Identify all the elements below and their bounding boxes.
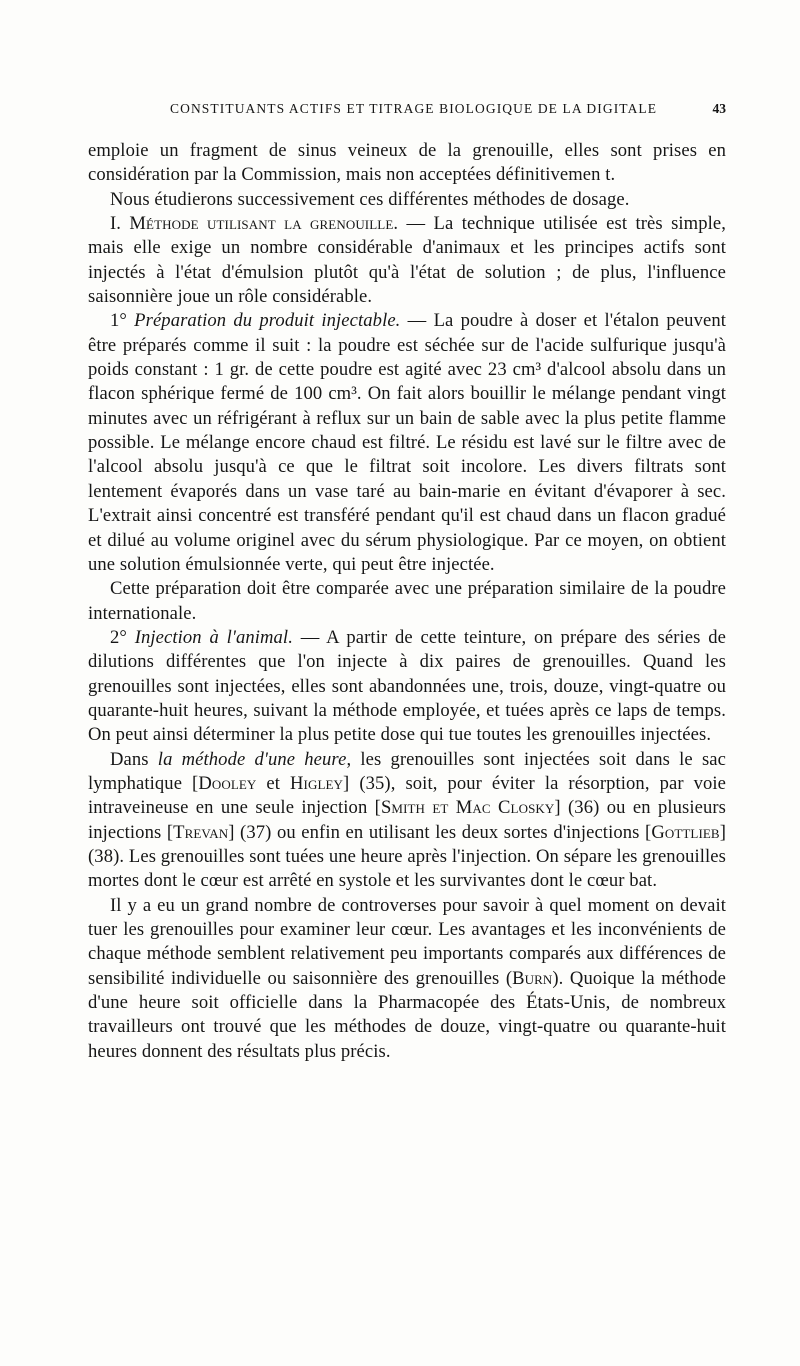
paragraph-3: [88, 212, 726, 309]
text-run: ). Quoique la méthode d'une heure soit officielle dans la Pharmacopée des États-Unis, de nombreux travailleurs ont trouvé que les méthodes de douze, vingt-quatre ou quarante-huit heures donnent des résultats plus précis.: [88, 967, 726, 1062]
subsection-heading: Préparation du produit injectable.: [134, 310, 401, 332]
paragraph-2-text: Nous étudierons successivement ces différentes méthodes de dosage.: [110, 188, 630, 210]
running-header: [170, 101, 726, 117]
author-name: Smith et Mac Closky: [380, 797, 555, 819]
paragraph-8: [88, 894, 726, 1064]
author-name: Higley: [290, 772, 344, 794]
text-run: , les grenouilles sont injectées soit dans le sac lymphatique [: [88, 748, 726, 794]
subsection-number: 1°: [110, 310, 135, 332]
text-run: ] (38). Les grenouilles sont tuées une heure après l'injection. On sépare les grenouilles mortes dont le cœur est arrêté en systole et les survivantes dont le cœur bat.: [88, 821, 726, 892]
paragraph-5: [88, 577, 726, 626]
author-name: Dooley: [198, 772, 257, 794]
section-heading: Méthode utilisant la grenouille.: [129, 213, 399, 235]
author-name: Trevan: [173, 821, 229, 843]
text-run: ] (37) ou enfin en utilisant les deux sortes d'injections [: [228, 821, 652, 843]
section-number: I.: [110, 213, 130, 235]
text-run: Il y a eu un grand nombre de controverses pour savoir à quel moment on devait tuer les grenouilles pour examiner leur cœur. Les avantages et les inconvénients de chaque méthode semblent relativement peu importants comparés aux différences de sensibilité individuelle ou saisonnière des grenouilles (: [88, 894, 726, 989]
text-run: et: [256, 772, 291, 794]
italic-term: la méthode d'une heure: [157, 748, 347, 770]
text-run: Dans: [110, 748, 158, 770]
author-name: Gottlieb: [651, 821, 720, 843]
paragraph-7: [88, 748, 726, 894]
paragraph-2: [88, 188, 726, 212]
page-body: [88, 139, 726, 1064]
paragraph-4: [88, 309, 726, 577]
paragraph-1: [88, 139, 726, 188]
text-run: ] (35), soit, pour éviter la résorption, par voie intraveineuse en une seule injection [: [88, 772, 727, 819]
paragraph-6-text: — A partir de cette teinture, on prépare des séries de dilutions différentes que l'on injecte à dix paires de grenouilles. Quand les grenouilles sont injectées, elles sont abandonnées une, trois, douze, vingt-quatre ou quarante-huit heures, suivant la méthode employée, et tuées après ce laps de temps. On peut ainsi déterminer la plus petite dose qui tue toutes les grenouilles injectées.: [88, 626, 726, 746]
paragraph-3-text: — La technique utilisée est très simple, mais elle exige un nombre considérable d'animaux et les principes actifs sont injectés à l'état d'émulsion plutôt qu'à l'état de solution ; de plus, l'influence saisonnière joue un rôle considérable.: [88, 213, 727, 308]
subsection-heading: Injection à l'animal.: [134, 626, 293, 648]
running-title: CONSTITUANTS ACTIFS ET TITRAGE BIOLOGIQUE DE LA DIGITALE: [170, 101, 658, 116]
paragraph-4-text: — La poudre à doser et l'étalon peuvent être préparés comme il suit : la poudre est séchée sur de l'acide sulfurique jusqu'à poids constant : 1 gr. de cette poudre est agité avec 23 cm³ d'alcool absolu dans un flacon sphérique fermé de 100 cm³. On fait alors bouillir le mélange pendant vingt minutes avec un réfrigérant à reflux sur un bain de sable avec la plus petite flamme possible. Le mélange encore chaud est filtré. Le résidu est lavé sur le filtre avec de l'alcool absolu jusqu'à ce que le filtrat soit incolore. Les divers filtrats sont lentement évaporés dans un vase taré au bain-marie en évitant d'évaporer à sec. L'extrait ainsi concentré est transféré pendant qu'il est chaud dans un flacon gradué et dilué au volume originel avec du sérum physiologique. Par ce moyen, on obtient une solution émulsionnée verte, qui peut être injectée.: [88, 310, 726, 575]
text-run: ] (36) ou en plusieurs injections [: [88, 797, 726, 843]
paragraph-1-text: emploie un fragment de sinus veineux de la grenouille, elles sont prises en considération par la Commission, mais non acceptées définitivemen t.: [88, 140, 726, 186]
page-number: 43: [712, 101, 726, 116]
paragraph-6: [88, 626, 726, 748]
author-name: Burn: [512, 967, 553, 989]
paragraph-5-text: Cette préparation doit être comparée avec une préparation similaire de la poudre internationale.: [88, 578, 726, 624]
subsection-number: 2°: [110, 626, 135, 648]
